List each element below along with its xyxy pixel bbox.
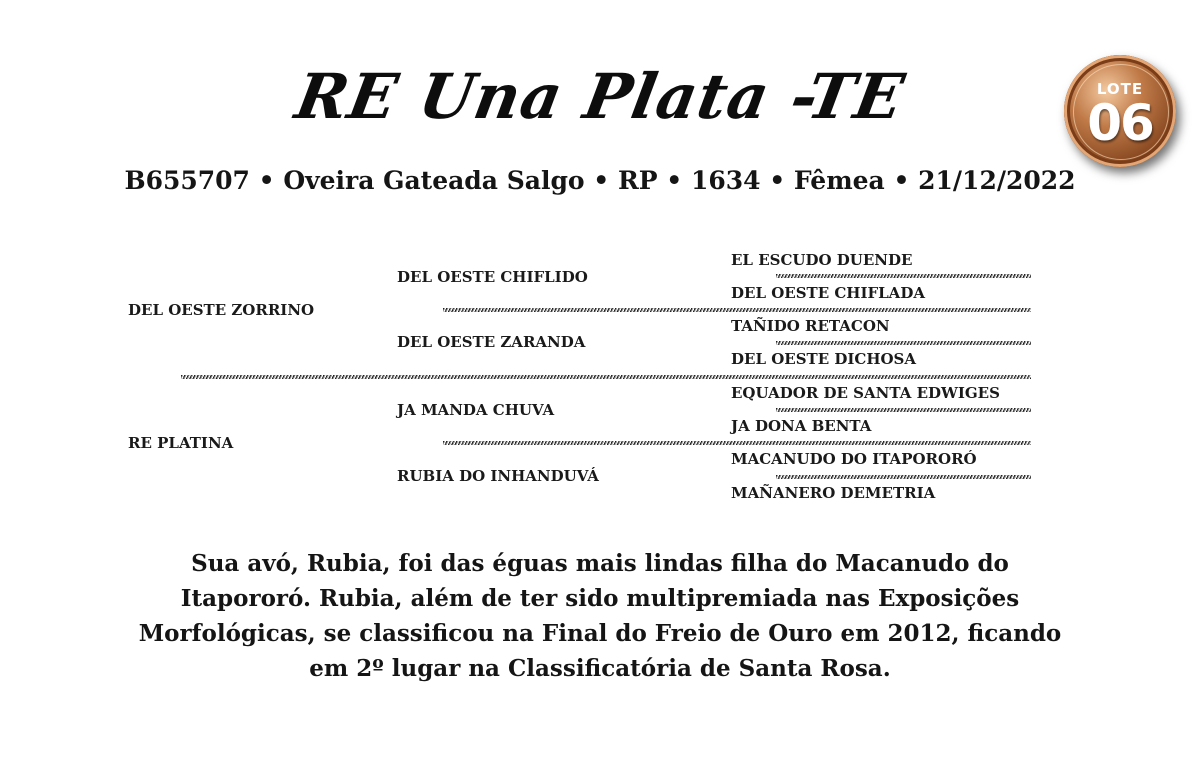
pedigree-dam-dam: RUBIA DO INHANDUVÁ <box>397 467 599 485</box>
pedigree-great-divider-1 <box>776 274 1031 278</box>
pedigree-great-2: DEL OESTE CHIFLADA <box>731 284 925 302</box>
pedigree-great-divider-3 <box>776 408 1031 412</box>
animal-name-title: RE Una Plata -TE <box>290 60 910 133</box>
pedigree-sire-sire: DEL OESTE CHIFLIDO <box>397 268 588 286</box>
pedigree-dam-divider <box>443 441 1031 445</box>
pedigree-great-divider-4 <box>776 475 1031 479</box>
pedigree-great-8: MAÑANERO DEMETRIA <box>731 484 936 502</box>
pedigree-great-divider-2 <box>776 341 1031 345</box>
pedigree-great-4: DEL OESTE DICHOSA <box>731 350 917 368</box>
pedigree-great-7: MACANUDO DO ITAPORORÓ <box>731 450 977 468</box>
description-line: Morfológicas, se classificou na Final do Freio de Ouro em 2012, ficando <box>138 620 1062 647</box>
pedigree-dam: RE PLATINA <box>128 434 234 452</box>
pedigree-great-3: TAÑIDO RETACON <box>731 317 890 335</box>
badge-label: LOTE <box>1096 80 1144 98</box>
pedigree-great-6: JA DONA BENTA <box>731 417 872 435</box>
pedigree-sire-divider <box>443 308 1031 312</box>
description-line: em 2º lugar na Classificatória de Santa Rosa. <box>309 655 891 682</box>
description-line: Itapororó. Rubia, além de ter sido multipremiada nas Exposições <box>180 585 1020 612</box>
badge-number: 06 <box>1087 94 1153 152</box>
description <box>100 546 1100 686</box>
pedigree-great-5: EQUADOR DE SANTA EDWIGES <box>731 384 1000 402</box>
pedigree-dam-sire: JA MANDA CHUVA <box>397 401 555 419</box>
pedigree-great-1: EL ESCUDO DUENDE <box>731 251 913 269</box>
pedigree-main-divider <box>181 375 1031 379</box>
pedigree-sire: DEL OESTE ZORRINO <box>128 301 315 319</box>
pedigree-sire-dam: DEL OESTE ZARANDA <box>397 333 586 351</box>
description-line: Sua avó, Rubia, foi das éguas mais lindas filha do Macanudo do <box>191 550 1009 577</box>
registration-info-line: B655707 • Oveira Gateada Salgo • RP • 1634 • Fêmea • 21/12/2022 <box>124 166 1076 195</box>
lot-badge <box>1064 55 1176 167</box>
